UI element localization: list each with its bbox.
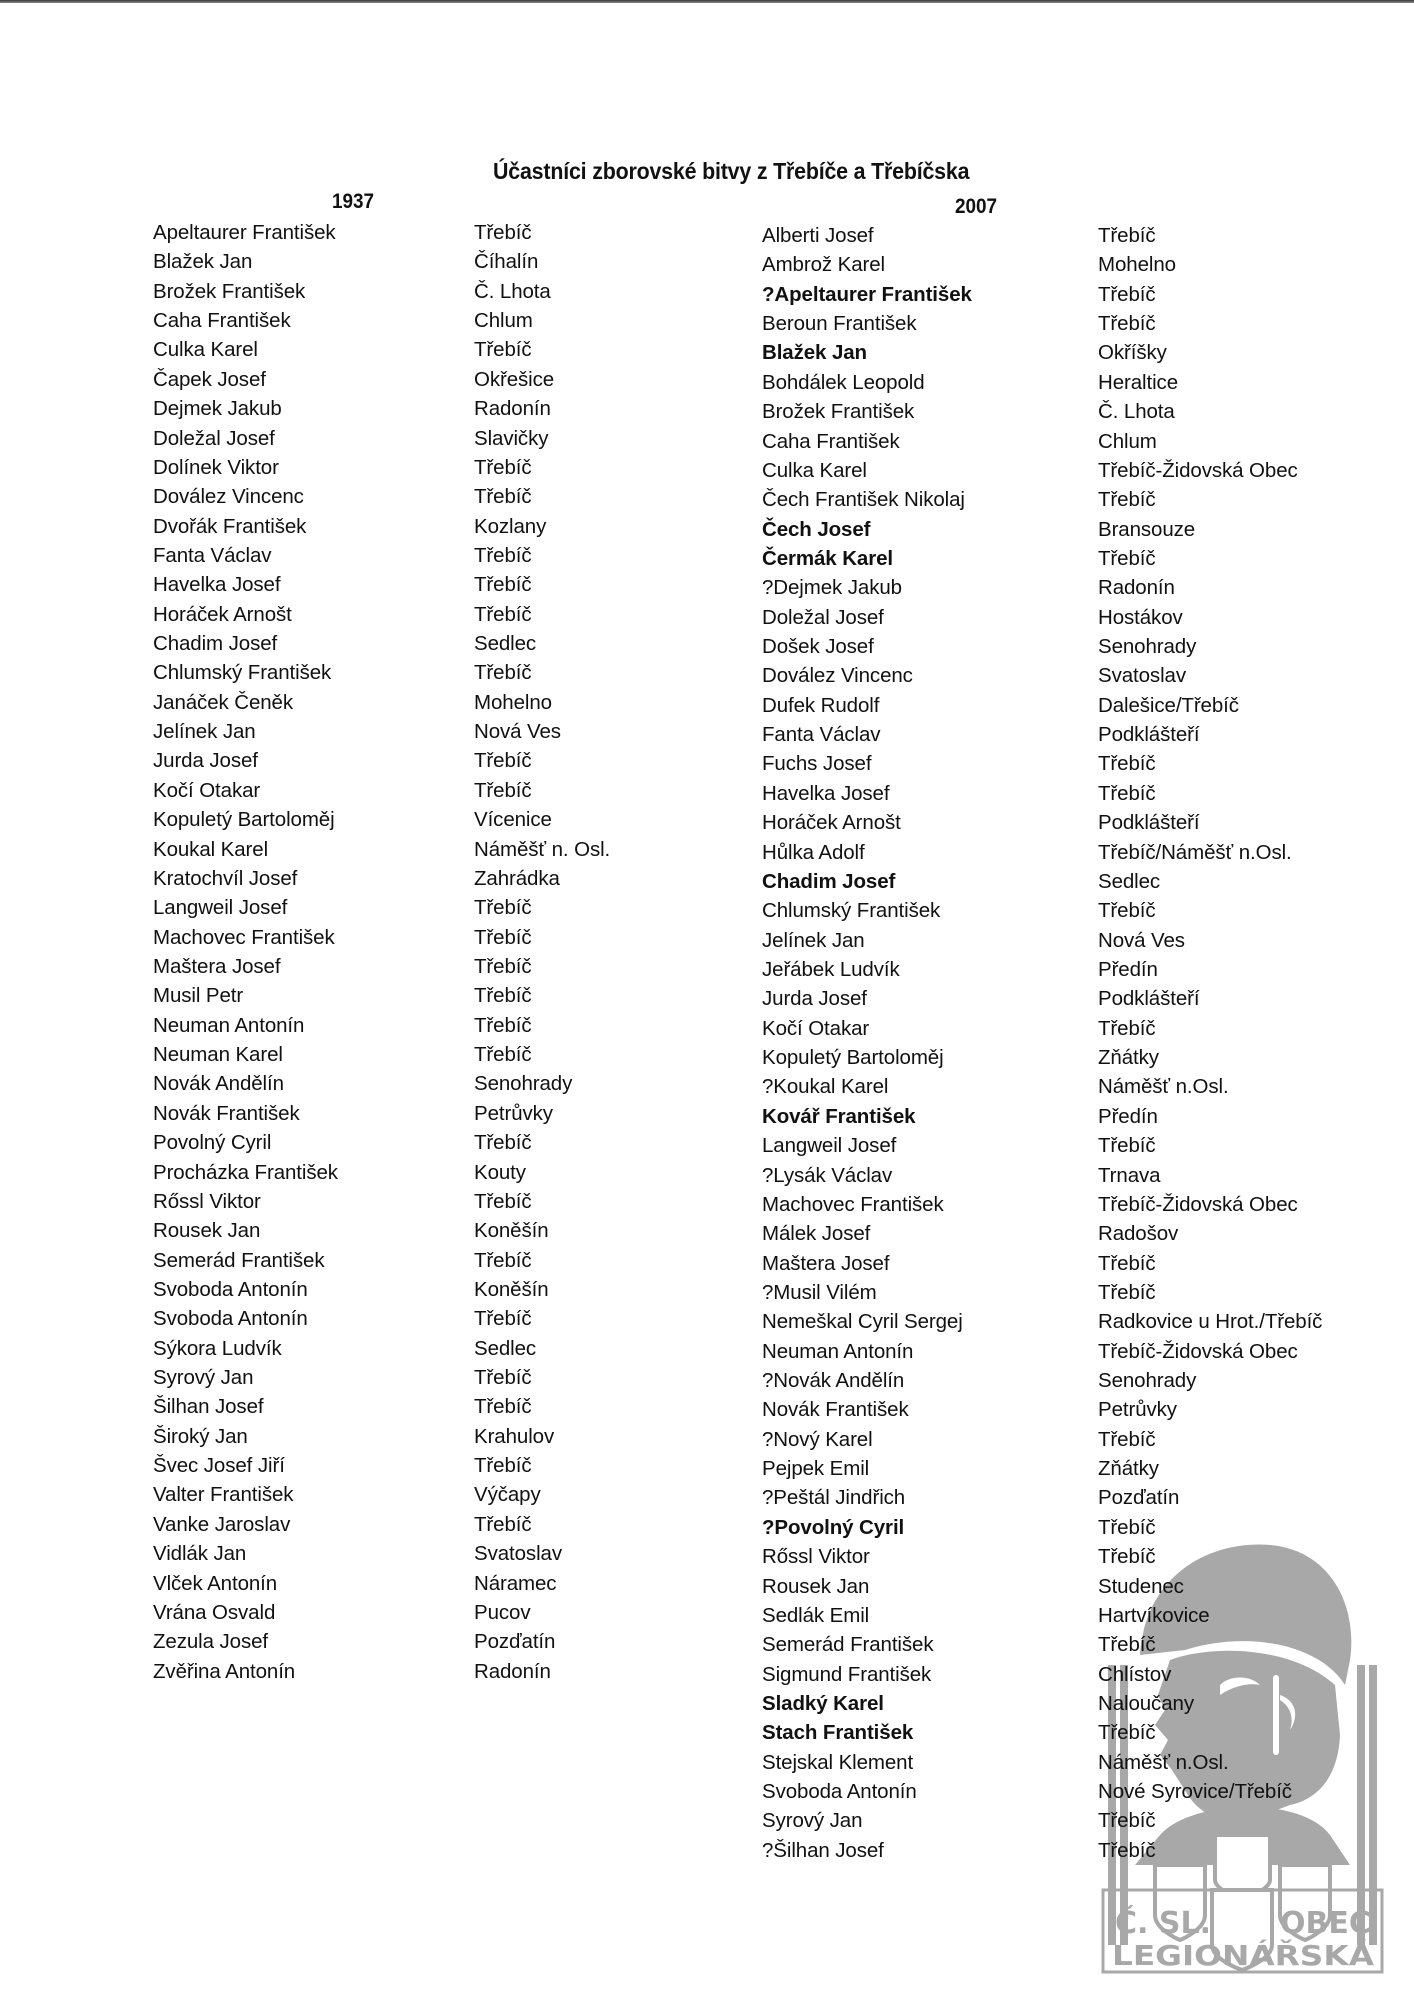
participant-place-2007: Petrůvky: [1098, 1398, 1177, 1422]
participant-place-2007: Třebíč: [1098, 1016, 1156, 1040]
participant-place-1937: Slavičky: [474, 426, 549, 450]
participant-place-2007: Třebíč: [1098, 899, 1156, 923]
participant-place-1937: Radonín: [474, 1659, 551, 1683]
participant-place-2007: Třebíč: [1098, 1633, 1156, 1657]
heading-2007: 2007: [955, 195, 998, 218]
participant-name-2007: Stach František: [762, 1721, 914, 1745]
participant-place-1937: Třebíč: [474, 1248, 532, 1272]
participant-name-2007: Kopuletý Bartoloměj: [762, 1046, 944, 1070]
participant-name-1937: Zezula Josef: [153, 1630, 269, 1654]
participant-name-1937: Fanta Václav: [153, 543, 272, 567]
participant-name-2007: ?Musil Vilém: [762, 1280, 877, 1304]
participant-name-1937: Vidlák Jan: [153, 1542, 247, 1566]
participant-place-2007: Chlístov: [1098, 1662, 1172, 1686]
participant-place-2007: Zňátky: [1098, 1457, 1159, 1481]
participant-place-2007: Hostákov: [1098, 605, 1183, 629]
participant-place-1937: Třebíč: [474, 749, 532, 773]
participant-place-2007: Radonín: [1098, 576, 1175, 600]
participant-name-2007: Čermák Karel: [762, 546, 893, 570]
participant-name-1937: Svoboda Antonín: [153, 1277, 308, 1301]
participant-name-1937: Švec Josef Jiří: [153, 1454, 285, 1478]
participant-name-1937: Koukal Karel: [153, 837, 269, 861]
participant-place-1937: Okřešice: [474, 367, 555, 391]
participant-name-1937: Kopuletý Bartoloměj: [153, 808, 335, 832]
participant-name-2007: Chlumský František: [762, 899, 941, 923]
participant-name-1937: Apeltaurer František: [153, 221, 336, 244]
participant-name-2007: Doležal Josef: [762, 605, 884, 629]
participant-name-1937: Povolný Cyril: [153, 1131, 272, 1155]
page-title: Účastníci zborovské bitvy z Třebíče a Třebíčska: [493, 158, 970, 184]
participant-name-2007: Alberti Josef: [762, 224, 874, 247]
participant-place-2007: Bransouze: [1098, 517, 1196, 541]
participant-place-1937: Třebíč: [474, 1395, 532, 1419]
participant-name-2007: Dovález Vincenc: [762, 664, 913, 688]
participant-place-1937: Chlum: [474, 309, 533, 333]
participant-place-2007: Trnava: [1098, 1163, 1161, 1187]
participant-name-2007: Brožek František: [762, 400, 915, 424]
participant-place-1937: Senohrady: [474, 1072, 573, 1096]
participant-name-1937: Procházka František: [153, 1160, 338, 1184]
participant-place-2007: Třebíč: [1098, 1515, 1156, 1539]
participant-name-1937: Blažek Jan: [153, 250, 253, 274]
participant-place-2007: Třebíč: [1098, 752, 1156, 776]
participant-name-2007: Dufek Rudolf: [762, 693, 880, 717]
participant-place-2007: Senohrady: [1098, 1369, 1197, 1393]
participant-name-1937: Chadim Josef: [153, 632, 278, 656]
participant-name-2007: Pejpek Emil: [762, 1457, 870, 1481]
list-2007-names: [762, 221, 972, 1865]
participant-name-1937: Culka Karel: [153, 338, 258, 362]
logo-text-legionarska: LEGIONÁŘSKÁ: [1112, 1939, 1337, 1972]
participant-place-2007: Třebíč/Náměšť n.Osl.: [1098, 840, 1292, 864]
participant-name-2007: Jelínek Jan: [762, 928, 865, 952]
participant-place-1937: Náměšť n. Osl.: [474, 837, 611, 861]
participant-name-1937: Valter František: [153, 1483, 294, 1507]
participant-place-1937: Třebíč: [474, 661, 532, 685]
participant-place-1937: Třebíč: [474, 778, 532, 802]
participant-place-2007: Třebíč: [1098, 312, 1156, 336]
participant-name-2007: ?Šilhan Josef: [762, 1838, 884, 1862]
participant-name-1937: Zvěřina Antonín: [153, 1659, 296, 1683]
participant-place-2007: Hartvíkovice: [1098, 1603, 1210, 1627]
participant-name-2007: ?Povolný Cyril: [762, 1515, 905, 1539]
participant-place-1937: Zahrádka: [474, 866, 560, 890]
participant-name-2007: Svoboda Antonín: [762, 1780, 917, 1804]
participant-name-2007: Fuchs Josef: [762, 752, 872, 776]
participant-name-1937: Neuman Antonín: [153, 1013, 305, 1037]
participant-place-1937: Třebíč: [474, 1043, 532, 1067]
participant-name-2007: Neuman Antonín: [762, 1339, 914, 1363]
participant-place-1937: Náramec: [474, 1571, 557, 1595]
participant-place-2007: Třebíč: [1098, 1545, 1156, 1569]
participant-name-1937: Maštera Josef: [153, 954, 281, 978]
participant-place-2007: Radkovice u Hrot./Třebíč: [1098, 1310, 1323, 1334]
participant-place-1937: Nová Ves: [474, 720, 561, 744]
participant-place-2007: Svatoslav: [1098, 664, 1186, 688]
participant-place-2007: Dalešice/Třebíč: [1098, 693, 1239, 717]
participant-place-2007: Zňátky: [1098, 1046, 1159, 1070]
participant-place-2007: Třebíč: [1098, 546, 1156, 570]
participant-name-2007: Havelka Josef: [762, 781, 890, 805]
participant-place-1937: Třebíč: [474, 602, 532, 626]
list-1937-names: [153, 218, 338, 1686]
participant-place-1937: Třebíč: [474, 896, 532, 920]
participant-place-1937: Kouty: [474, 1160, 526, 1184]
participant-name-1937: Dvořák František: [153, 514, 307, 538]
participant-place-1937: Sedlec: [474, 632, 537, 656]
participant-name-2007: Langweil Josef: [762, 1134, 897, 1158]
participant-name-1937: Dovález Vincenc: [153, 485, 304, 509]
participant-name-1937: Sýkora Ludvík: [153, 1336, 282, 1360]
participant-name-2007: Nemeškal Cyril Sergej: [762, 1310, 963, 1334]
participant-name-2007: Kočí Otakar: [762, 1016, 870, 1040]
participant-name-1937: Svoboda Antonín: [153, 1307, 308, 1331]
participant-place-1937: Kozlany: [474, 514, 547, 538]
participant-name-1937: Janáček Čeněk: [153, 690, 294, 714]
participant-place-2007: Nové Syrovice/Třebíč: [1098, 1780, 1292, 1804]
participant-place-1937: Pucov: [474, 1600, 531, 1624]
participant-place-1937: Třebíč: [474, 984, 532, 1008]
participant-place-2007: Třebíč: [1098, 1427, 1156, 1451]
participant-place-1937: Č. Lhota: [474, 279, 551, 303]
participant-name-1937: Rousek Jan: [153, 1219, 261, 1243]
participant-name-1937: Chlumský František: [153, 661, 332, 685]
participant-place-1937: Radonín: [474, 397, 551, 421]
participant-name-2007: ?Koukal Karel: [762, 1075, 889, 1099]
participant-name-1937: Široký Jan: [153, 1424, 248, 1448]
participant-name-2007: Jeřábek Ludvík: [762, 957, 900, 981]
participant-name-2007: Culka Karel: [762, 458, 867, 482]
participant-name-2007: Novák František: [762, 1398, 909, 1422]
participant-name-2007: Rousek Jan: [762, 1574, 870, 1598]
participant-place-1937: Třebíč: [474, 954, 532, 978]
participant-place-2007: Třebíč: [1098, 1809, 1156, 1833]
participant-name-2007: Machovec František: [762, 1192, 944, 1216]
participant-name-1937: Vlček Antonín: [153, 1571, 278, 1595]
participant-place-2007: Náměšť n.Osl.: [1098, 1075, 1229, 1099]
participant-name-1937: Kratochvíl Josef: [153, 866, 298, 890]
participant-place-2007: Nová Ves: [1098, 928, 1185, 952]
participant-name-2007: Semerád František: [762, 1633, 934, 1657]
participant-place-2007: Třebíč: [1098, 781, 1156, 805]
participant-name-1937: Kočí Otakar: [153, 778, 261, 802]
participant-name-2007: ?Novák Andělín: [762, 1369, 905, 1393]
participant-name-1937: Dolínek Viktor: [153, 455, 279, 479]
participant-name-2007: Jurda Josef: [762, 987, 867, 1011]
participant-name-1937: Vanke Jaroslav: [153, 1512, 291, 1536]
participant-name-1937: Langweil Josef: [153, 896, 288, 920]
participant-place-2007: Heraltice: [1098, 370, 1178, 394]
participant-place-2007: Radošov: [1098, 1222, 1179, 1246]
participant-place-2007: Třebíč: [1098, 1134, 1156, 1158]
participant-place-2007: Třebíč: [1098, 224, 1156, 247]
scan-edge: [0, 0, 1414, 3]
participant-place-2007: Chlum: [1098, 429, 1157, 453]
heading-1937: 1937: [332, 190, 375, 213]
participant-name-1937: Syrový Jan: [153, 1366, 254, 1390]
participant-place-1937: Koněšín: [474, 1277, 549, 1301]
participant-place-2007: Předín: [1098, 957, 1158, 981]
participant-name-2007: Blažek Jan: [762, 341, 867, 365]
logo-text-csl: Č. SL.: [1115, 1906, 1211, 1941]
participant-place-2007: Mohelno: [1098, 253, 1176, 277]
participant-name-2007: Hůlka Adolf: [762, 840, 865, 864]
participant-name-2007: Beroun František: [762, 312, 917, 336]
participant-name-1937: Neuman Karel: [153, 1043, 283, 1067]
participant-name-2007: Fanta Václav: [762, 723, 881, 747]
participant-place-2007: Sedlec: [1098, 869, 1161, 893]
participant-name-2007: Sigmund František: [762, 1662, 932, 1686]
participant-name-2007: Došek Josef: [762, 635, 874, 659]
participant-place-2007: Podklášteří: [1098, 811, 1200, 835]
participant-place-1937: Třebíč: [474, 925, 532, 949]
participant-place-1937: Krahulov: [474, 1424, 555, 1448]
list-2007-places: [1098, 221, 1322, 1865]
participant-place-2007: Č. Lhota: [1098, 400, 1175, 424]
participant-name-2007: Rőssl Viktor: [762, 1545, 870, 1569]
participant-name-2007: Caha František: [762, 429, 900, 453]
participant-name-1937: Jurda Josef: [153, 749, 258, 773]
participant-name-2007: Málek Josef: [762, 1222, 871, 1246]
participant-name-1937: Šilhan Josef: [153, 1395, 264, 1419]
participant-place-1937: Vícenice: [474, 808, 552, 832]
participant-name-2007: ?Lysák Václav: [762, 1163, 893, 1187]
participant-name-1937: Musil Petr: [153, 984, 244, 1008]
participant-place-1937: Petrůvky: [474, 1101, 553, 1125]
participant-place-2007: Naloučany: [1098, 1691, 1194, 1715]
participant-name-1937: Caha František: [153, 309, 291, 333]
participant-name-1937: Jelínek Jan: [153, 720, 256, 744]
participant-place-1937: Třebíč: [474, 1366, 532, 1390]
participant-name-2007: Sladký Karel: [762, 1691, 884, 1715]
participant-name-2007: Bohdálek Leopold: [762, 370, 925, 394]
logo-fasces-right-2: [1369, 1665, 1377, 1945]
logo-fasces-right-1: [1357, 1665, 1365, 1945]
participant-place-2007: Třebíč: [1098, 282, 1156, 306]
participant-place-1937: Koněšín: [474, 1219, 549, 1243]
participant-place-1937: Třebíč: [474, 485, 532, 509]
participant-place-1937: Třebíč: [474, 1454, 532, 1478]
participant-name-1937: Vrána Osvald: [153, 1600, 276, 1624]
participant-place-2007: Studenec: [1098, 1574, 1184, 1598]
participant-place-2007: Třebíč-Židovská Obec: [1098, 1339, 1298, 1363]
participant-name-2007: Kovář František: [762, 1104, 916, 1128]
participant-place-2007: Třebíč-Židovská Obec: [1098, 1192, 1298, 1216]
participant-place-2007: Okříšky: [1098, 341, 1167, 365]
participant-name-2007: Sedlák Emil: [762, 1603, 870, 1627]
participant-place-1937: Třebíč: [474, 338, 532, 362]
participant-name-1937: Novák František: [153, 1101, 300, 1125]
participant-place-2007: Podklášteří: [1098, 723, 1200, 747]
participant-name-1937: Čapek Josef: [153, 367, 266, 391]
participant-name-2007: Čech Josef: [762, 517, 871, 541]
participant-name-2007: Horáček Arnošt: [762, 811, 901, 835]
participant-place-1937: Třebíč: [474, 221, 532, 244]
participant-name-2007: ?Peštál Jindřich: [762, 1486, 906, 1510]
participant-place-2007: Třebíč: [1098, 1838, 1156, 1862]
participant-place-1937: Třebíč: [474, 1131, 532, 1155]
participant-place-1937: Svatoslav: [474, 1542, 562, 1566]
logo-text-obec: OBEC: [1280, 1906, 1371, 1941]
participant-place-1937: Třebíč: [474, 1189, 532, 1213]
participant-place-1937: Třebíč: [474, 1013, 532, 1037]
participant-place-2007: Pozďatín: [1098, 1486, 1180, 1510]
participant-place-2007: Náměšť n.Osl.: [1098, 1750, 1229, 1774]
participant-name-1937: Novák Andělín: [153, 1072, 284, 1096]
participant-place-2007: Třebíč: [1098, 1251, 1156, 1275]
participant-place-2007: Třebíč: [1098, 1280, 1156, 1304]
participant-name-2007: Stejskal Klement: [762, 1750, 914, 1774]
participant-name-1937: Horáček Arnošt: [153, 602, 292, 626]
participant-place-1937: Třebíč: [474, 1307, 532, 1331]
participant-name-1937: Havelka Josef: [153, 573, 281, 597]
participant-name-2007: Chadim Josef: [762, 869, 896, 893]
list-1937-places: [474, 218, 610, 1686]
participant-place-2007: Senohrady: [1098, 635, 1197, 659]
participant-place-2007: Třebíč: [1098, 488, 1156, 512]
participant-name-2007: Syrový Jan: [762, 1809, 863, 1833]
participant-name-1937: Brožek František: [153, 279, 306, 303]
participant-name-1937: Machovec František: [153, 925, 335, 949]
participant-place-1937: Mohelno: [474, 690, 552, 714]
participant-name-2007: ?Apeltaurer František: [762, 282, 972, 306]
participant-name-1937: Dejmek Jakub: [153, 397, 282, 421]
participant-name-2007: Maštera Josef: [762, 1251, 890, 1275]
participant-place-2007: Třebíč: [1098, 1721, 1156, 1745]
participant-place-1937: Třebíč: [474, 455, 532, 479]
participant-name-2007: Ambrož Karel: [762, 253, 885, 277]
participant-place-2007: Podklášteří: [1098, 987, 1200, 1011]
participant-place-1937: Výčapy: [474, 1483, 541, 1507]
participant-name-1937: Doležal Josef: [153, 426, 275, 450]
participant-name-2007: ?Nový Karel: [762, 1427, 873, 1451]
participant-name-1937: Rőssl Viktor: [153, 1189, 261, 1213]
participant-place-1937: Třebíč: [474, 543, 532, 567]
participant-place-1937: Sedlec: [474, 1336, 537, 1360]
participant-name-2007: Čech František Nikolaj: [762, 488, 965, 512]
participant-place-2007: Třebíč-Židovská Obec: [1098, 458, 1298, 482]
participant-place-1937: Třebíč: [474, 1512, 532, 1536]
participant-place-1937: Třebíč: [474, 573, 532, 597]
participant-name-1937: Semerád František: [153, 1248, 325, 1272]
participant-place-1937: Pozďatín: [474, 1630, 556, 1654]
participant-place-2007: Předín: [1098, 1104, 1158, 1128]
participant-place-1937: Číhalín: [474, 250, 539, 274]
participant-name-2007: ?Dejmek Jakub: [762, 576, 902, 600]
